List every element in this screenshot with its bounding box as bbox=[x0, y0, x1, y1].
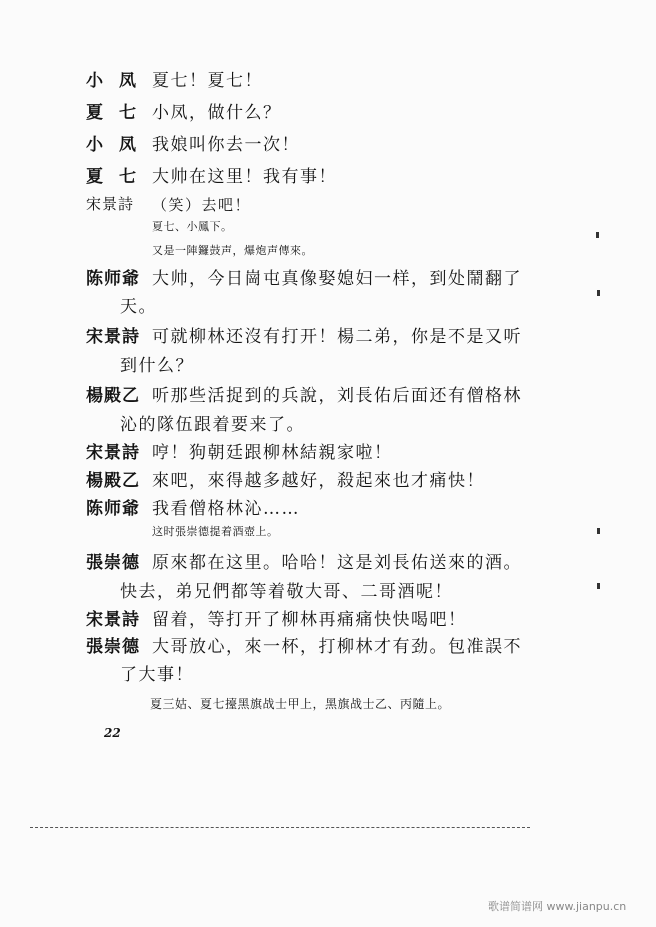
page-number: 22 bbox=[104, 726, 121, 740]
speaker-name: 楊殿乙 bbox=[86, 386, 140, 406]
dialogue-line: 來吧，來得越多越好，殺起來也才痛快！ bbox=[152, 471, 485, 491]
speaker-name: 陈师爺 bbox=[86, 269, 140, 289]
dialogue-line: 小凤，做什么？ bbox=[152, 103, 282, 123]
stage-direction: 又是一陣鑼鼓声，爆炮声傳來。 bbox=[152, 244, 313, 257]
speaker-name: 張崇德 bbox=[86, 637, 140, 657]
stage-direction: 夏七、小鳳下。 bbox=[152, 220, 233, 233]
scan-mark bbox=[597, 290, 600, 296]
speaker-name: 宋景詩 bbox=[86, 195, 135, 213]
speaker-name: 宋景詩 bbox=[86, 443, 140, 463]
speaker-name: 張崇德 bbox=[86, 553, 140, 573]
speaker-name: 夏七 bbox=[86, 167, 152, 187]
speaker-name: 陈师爺 bbox=[86, 499, 140, 519]
watermark: 歌谱简谱网 www.jianpu.cn bbox=[488, 900, 627, 913]
dialogue-line: 大哥放心，來一杯，打柳林才有劲。包准誤不 bbox=[152, 637, 522, 657]
dialogue-line: 到什么？ bbox=[120, 356, 194, 376]
dialogue-line: （笑）去吧！ bbox=[152, 196, 252, 214]
dialogue-line: 大帅在这里！我有事！ bbox=[152, 167, 337, 187]
speaker-name: 小凤 bbox=[86, 135, 152, 155]
dialogue-line: 夏七！夏七！ bbox=[152, 71, 263, 91]
speaker-name: 宋景詩 bbox=[86, 610, 140, 630]
scan-mark bbox=[596, 232, 599, 238]
speaker-name: 楊殿乙 bbox=[86, 471, 140, 491]
dialogue-line: 大帅，今日崗屯真像娶媳妇一样，到处鬧翻了 bbox=[152, 269, 522, 289]
dialogue-line: 沁的隊伍跟着要来了。 bbox=[120, 415, 305, 435]
dialogue-line: 留着，等打开了柳林再痛痛快快喝吧！ bbox=[152, 610, 467, 630]
dialogue-line: 哼！狗朝廷跟柳林結親家啦！ bbox=[152, 443, 393, 463]
stage-direction: 夏三姑、夏七擡黑旗战士甲上，黑旗战士乙、丙隨上。 bbox=[150, 697, 451, 711]
scan-mark bbox=[597, 528, 600, 534]
dialogue-line: 我看僧格林沁…… bbox=[152, 499, 300, 519]
page-edge-line bbox=[30, 827, 530, 828]
dialogue-line: 快去，弟兄們都等着敬大哥、二哥酒呢！ bbox=[120, 582, 453, 602]
scan-mark bbox=[597, 583, 600, 589]
dialogue-line: 我娘叫你去一次！ bbox=[152, 135, 300, 155]
speaker-name: 小凤 bbox=[86, 71, 152, 91]
speaker-name: 夏七 bbox=[86, 103, 152, 123]
stage-direction: 这时張崇德提着酒壺上。 bbox=[152, 525, 279, 538]
dialogue-line: 听那些活捉到的兵說，刘長佑后面还有僧格林 bbox=[152, 386, 522, 406]
dialogue-line: 可就柳林还沒有打开！楊二弟，你是不是又听 bbox=[152, 327, 522, 347]
speaker-name: 宋景詩 bbox=[86, 327, 140, 347]
dialogue-line: 天。 bbox=[120, 297, 157, 317]
dialogue-line: 了大事！ bbox=[120, 665, 194, 685]
dialogue-line: 原來都在这里。哈哈！这是刘長佑送來的酒。 bbox=[152, 553, 522, 573]
